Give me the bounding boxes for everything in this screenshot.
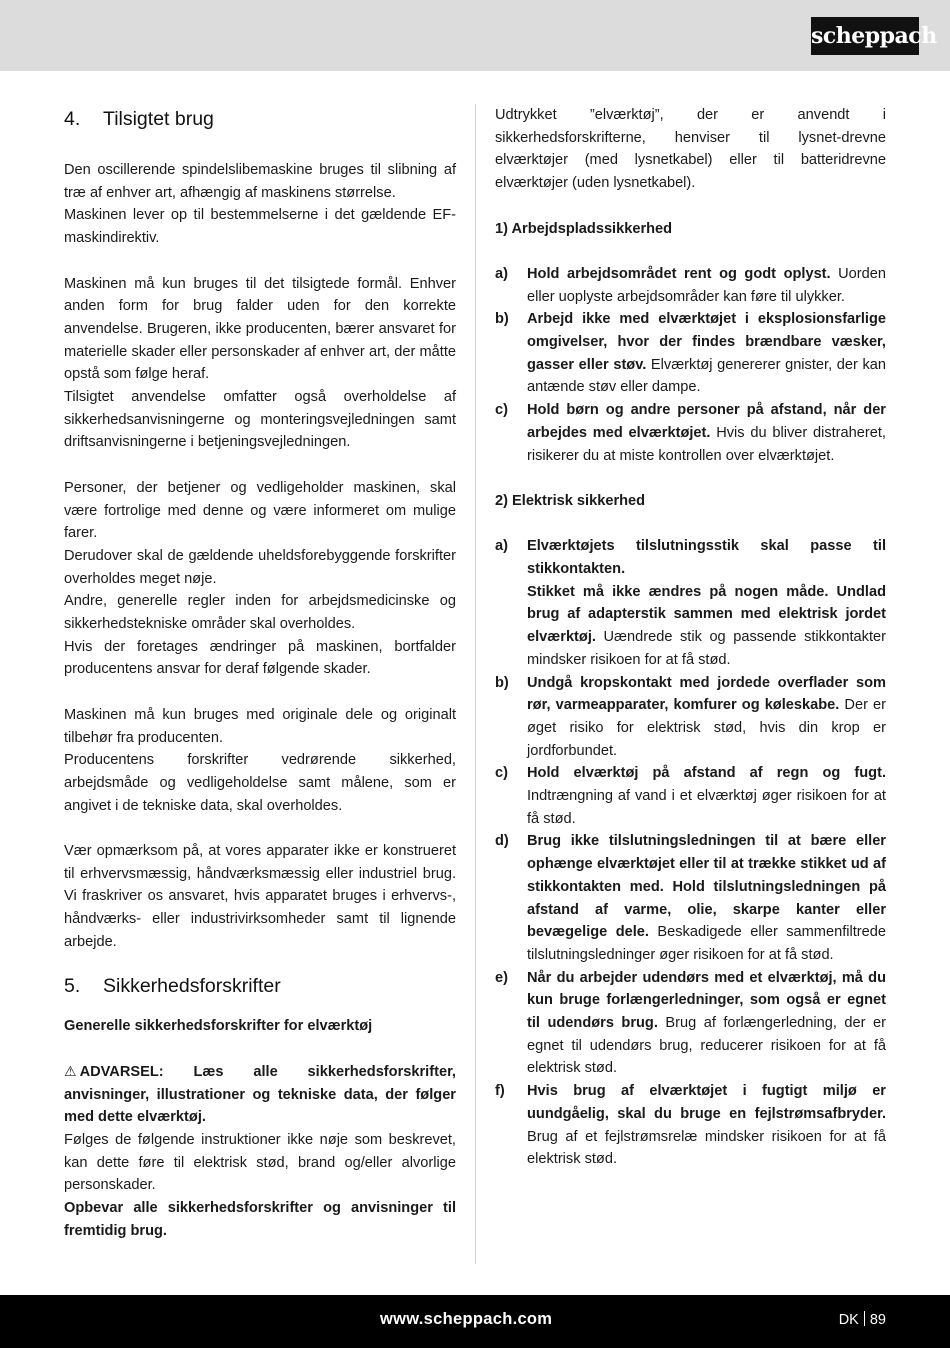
list-item-bold: Brug ikke tilslutningsledningen til at bære eller ophænge elværktøjet eller til at trække stikket ud af stikkontakten med. Hold tilslutningsledningen på afstand af varme, olie, skarpe kanter eller bevægelige dele. xyxy=(527,833,886,941)
list-item-text xyxy=(527,1080,886,1171)
list-item-label: c) xyxy=(495,765,508,782)
list-item-bold: Elværktøjets tilslutningsstik skal passe til stikkontakten. xyxy=(527,538,886,577)
list-item-label: e) xyxy=(495,969,508,986)
paragraph: Maskinen må kun bruges med originale dele og originalt tilbehør fra producenten. xyxy=(64,706,456,746)
list-item-label: d) xyxy=(495,833,509,850)
list-item-text xyxy=(527,762,886,830)
paragraph: Personer, der betjener og vedligeholder maskinen, skal være fortrolige med denne og være informeret om mulige farer. xyxy=(64,479,456,542)
warning-paragraph xyxy=(64,1060,456,1129)
list-item-body: Beskadigede eller sammenfiltrede tilslutningsledninger øger risikoen for at få stød. xyxy=(527,924,886,963)
section-4-title: Tilsigtet brug xyxy=(103,108,214,130)
list-item xyxy=(495,308,886,399)
list-item-label: a) xyxy=(495,265,508,282)
list-item-body: Hvis du bliver distraheret, risikerer du at miste kontrollen over elværktøjet. xyxy=(527,424,886,464)
list-item-body: Uændrede stik og passende stikkontakter mindsker risikoen for at få stød. xyxy=(527,629,886,668)
list-item-bold: Undgå kropskontakt med jordede overflader som rør, varmeapparater, komfurer og køleskabe. xyxy=(527,674,886,714)
list-item xyxy=(495,830,886,966)
brand-logo: scheppach xyxy=(811,17,919,55)
subheading-workplace: 1) Arbejdspladssikkerhed xyxy=(495,220,673,237)
list-item-label: b) xyxy=(495,674,509,691)
list-item-bold-continued: Stikket må ikke ændres på nogen måde. Undlad brug af adapterstik sammen med elektrisk jordet elværktøj. xyxy=(527,583,886,646)
paragraph xyxy=(64,1197,456,1242)
list-item-text xyxy=(527,672,886,763)
page-number: 89 xyxy=(869,1312,886,1328)
electrical-safety-list xyxy=(495,535,886,1171)
list-item-body: Indtrængning af vand i et elværktøj øger risikoen for at få stød. xyxy=(527,788,886,827)
list-item-bold: Hvis brug af elværktøjet i fugtigt miljø er uundgåelig, skal du bruge en fejlstrømsafbryder. xyxy=(527,1083,886,1122)
paragraph: Følges de følgende instruktioner ikke nøje som beskrevet, kan dette føre til elektrisk stød, brand og/eller alvorlige personskader. xyxy=(64,1132,456,1194)
list-item-bold: Hold elværktøj på afstand af regn og fugt. xyxy=(527,765,886,782)
list-item-text xyxy=(527,308,886,399)
list-item-body: Der er øget risiko for elektrisk stød, hvis din krop er jordforbundet. xyxy=(527,697,886,759)
footer-bar xyxy=(0,1295,950,1348)
list-item xyxy=(495,762,886,830)
list-item-bold: Hold arbejdsområdet rent og godt oplyst. xyxy=(527,265,831,282)
section-4-number: 4. xyxy=(64,108,81,130)
list-item-bold: Hold børn og andre personer på afstand, når der arbejdes med elværktøjet. xyxy=(527,402,886,441)
list-item xyxy=(495,1080,886,1171)
section-5-title: Sikkerhedsforskrifter xyxy=(103,974,281,997)
list-item-body: Elværktøj genererer gnister, der kan antænde støv eller dampe. xyxy=(527,356,887,396)
header-bar xyxy=(0,0,950,71)
storage-note: Opbevar alle sikkerhedsforskrifter og anvisninger til fremtidig brug. xyxy=(64,1200,456,1239)
list-item-body: Uorden eller uoplyste arbejdsområder kan føre til ulykker. xyxy=(527,265,887,305)
list-item-label: b) xyxy=(495,311,509,328)
list-item-text xyxy=(527,399,886,467)
section-5-heading xyxy=(64,971,456,1001)
warning-text: ADVARSEL: Læs alle sikkerhedsforskrifter, anvisninger, illustrationer og tekniske data, der følger med dette elværktøj. xyxy=(64,1063,456,1126)
paragraph: Tilsigtet anvendelse omfatter også overholdelse af sikkerhedsanvisningerne og monteringsvejledningen samt driftsanvisningerne i betjeningsvejledningen. xyxy=(64,389,456,451)
list-item xyxy=(495,263,886,308)
list-item-label: c) xyxy=(495,402,508,419)
list-item xyxy=(495,399,886,467)
list-item-bold: Arbejd ikke med elværktøjet i eksplosionsfarlige omgivelser, hvor der findes brændbare væsker, gasser eller støv. xyxy=(527,311,886,373)
section-5-number: 5. xyxy=(64,974,81,997)
paragraph: Hvis der foretages ændringer på maskinen, bortfalder producentens ansvar for deraf følgende skader. xyxy=(64,638,456,678)
list-item-body: Brug af forlængerledning, der er egnet til udendørs brug, reducerer risikoen for at få elektrisk stød. xyxy=(527,1015,886,1077)
subheading: Generelle sikkerhedsforskrifter for elværktøj xyxy=(64,1017,373,1034)
paragraph: Derudover skal de gældende uheldsforebyggende forskrifter overholdes meget nøje. xyxy=(64,547,456,587)
warning-triangle-icon: ⚠ xyxy=(64,1062,77,1079)
column-divider xyxy=(475,104,476,1264)
list-item-text xyxy=(527,535,886,671)
list-item xyxy=(495,535,886,671)
list-item-bold: Når du arbejder udendørs med et elværktøj, må du kun bruge forlængerledninger, som også er egnet til udendørs brug. xyxy=(527,969,886,1032)
paragraph: Maskinen lever op til bestemmelserne i det gældende EF-maskindirektiv. xyxy=(64,207,456,247)
page-indicator xyxy=(839,1311,886,1328)
list-item-label: f) xyxy=(495,1083,505,1100)
paragraph: Den oscillerende spindelslibemaskine bruges til slibning af træ af enhver art, afhængig af maskinens størrelse. xyxy=(64,162,456,201)
paragraph: Producentens forskrifter vedrørende sikkerhed, arbejdsmåde og vedligeholdelse samt målene, som er angivet i de tekniske data, skal overholdes. xyxy=(64,752,456,814)
paragraph: Vær opmærksom på, at vores apparater ikke er konstrueret til erhvervsmæssig, håndværksmæssig eller industriel brug. Vi fraskriver os ansvaret, hvis apparatet bruges i erhvervs-, håndværks- eller industrivirksomheder samt til lignende arbejde. xyxy=(64,843,456,950)
list-item-text xyxy=(527,967,886,1081)
language-code: DK xyxy=(838,1312,859,1328)
website-url: www.scheppach.com xyxy=(380,1310,553,1328)
subheading-electrical: 2) Elektrisk sikkerhed xyxy=(495,492,646,509)
list-item xyxy=(495,672,886,763)
paragraph: Andre, generelle regler inden for arbejdsmedicinske og sikkerhedstekniske områder skal overholdes. xyxy=(64,593,456,633)
section-4-heading xyxy=(64,104,456,134)
list-item-text xyxy=(527,830,886,966)
intro-paragraph: Udtrykket ”elværktøj”, der er anvendt i sikkerhedsforskrifterne, henviser til lysnet-drevne elværktøjer (med lysnetkabel) eller til batteridrevne elværktøjer (uden lysnetkabel). xyxy=(495,107,886,192)
list-item xyxy=(495,967,886,1081)
list-item-text xyxy=(527,263,886,308)
left-column xyxy=(64,104,456,1243)
list-item-body: Brug af et fejlstrømsrelæ mindsker risikoen for at få elektrisk stød. xyxy=(527,1128,886,1168)
paragraph: Maskinen må kun bruges til det tilsigtede formål. Enhver anden form for brug falder uden for den korrekte anvendelse. Brugeren, ikke producenten, bærer ansvaret for materielle skader eller personskader af enhver art, der måtte opstå som følge heraf. xyxy=(64,275,456,383)
list-item-label: a) xyxy=(495,538,508,555)
workplace-safety-list xyxy=(495,263,886,467)
right-column xyxy=(495,104,886,1171)
